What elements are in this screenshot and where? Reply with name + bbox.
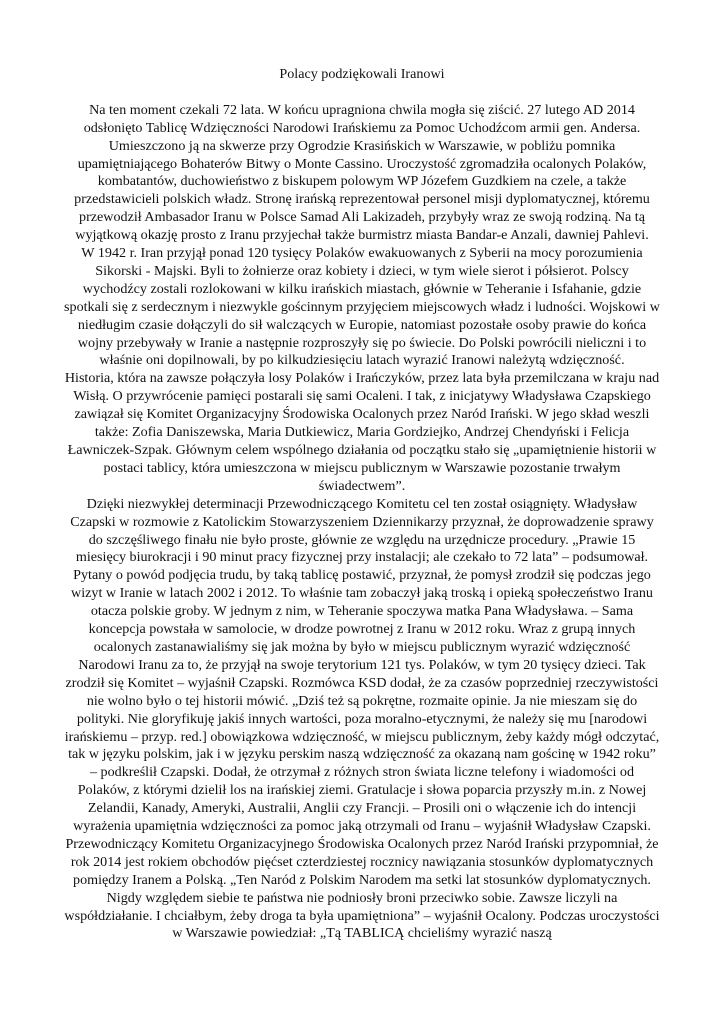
paragraph-committee: Historia, która na zawsze połączyła losy Polaków i Irańczyków, przez lata była przemilczana w kraju nad Wisłą. O przywrócenie pamięci postarali się sami Ocaleni. I tak, z inicjatywy Władysława Czapskiego zawiązał się Komitet Organizacyjny Środowiska Ocalonych przez Naród Irański. W jego skład weszli także: Zofia Daniszewska, Maria Dutkiewicz, Maria Gordziejko, Andrzej Chendyński i Felicja Ławniczek-Szpak. Głównym celem wspólnego działania od początku stało się „upamiętnienie historii w postaci tablicy, która umieszczona w miejscu publicznym w Warszawie pozostanie trwałym świadectwem”. bbox=[64, 370, 660, 494]
article-body bbox=[64, 66, 660, 943]
article-title: Polacy podziękowali Iranowi bbox=[279, 66, 445, 82]
paragraph-ceremony: Na ten moment czekali 72 lata. W końcu upragniona chwila mogła się ziścić. 27 lutego AD 2014 odsłonięto Tablicę Wdzięczności Narodowi Irańskiemu za Pomoc Uchodźcom armii gen. Andersa. Umieszczono ją na skwerze przy Ogrodzie Krasińskich w Warszawie, w pobliżu pomnika upamiętniającego Bohaterów Bitwy o Monte Cassino. Uroczystość zgromadziła ocalonych Polaków, kombatantów, duchowieństwo z biskupem polowym WP Józefem Guzdkiem na czele, a także przedstawicieli polskich władz. Stronę irańską reprezentował personel misji dyplomatycznej, któremu przewodził Ambasador Iranu w Polsce Samad Ali Lakizadeh, przybyły wraz ze swoją rodziną. Na tą wyjątkową okazję prosto z Iranu przyjechał także burmistrz miasta Bandar-e Anzali, dawniej Pahlevi. bbox=[74, 101, 650, 244]
paragraph-history-1942: W 1942 r. Iran przyjął ponad 120 tysięcy Polaków ewakuowanych z Syberii na mocy porozumienia Sikorski - Majski. Byli to żołnierze oraz kobiety i dzieci, w tym wiele sierot i półsierot. Polscy wychodźcy zostali rozlokowani w kilku irańskich miastach, głównie w Teheranie i Isfahanie, gdzie spotkali się z serdecznym i niezwykle gościnnym przyjęciem miejscowych władz i ludności. Wojskowi w niedługim czasie dołączyli do sił walczących w Europie, natomiast pozostałe osoby prawie do końca wojny przebywały w Iranie a następnie rozproszyły się po świecie. Do Polski powrócili nieliczni i to właśnie oni dopilnowali, by po kilkudziesięciu latach wyrazić Iranowi należytą wdzięczność. bbox=[64, 245, 660, 369]
paragraph-czapski-interview: Dzięki niezwykłej determinacji Przewodniczącego Komitetu cel ten został osiągnięty. Władysław Czapski w rozmowie z Katolickim Stowarzyszeniem Dziennikarzy przyznał, że doprowadzenie sprawy do szczęśliwego finału nie było proste, głównie ze względu na urzędnicze procedury. „Prawie 15 miesięcy biurokracji i 90 minut pracy fizycznej przy instalacji; ale czekało to 72 lata” – podsumował. Pytany o powód podjęcia trudu, by taką tablicę postawić, przyznał, że pomysł zrodził się podczas jego wizyt w Iranie w latach 2002 i 2012. To właśnie tam zobaczył jaką troską i opieką społeczeństwo Iranu otacza polskie groby. W jednym z nim, w Teheranie spoczywa matka Pana Władysława. – Sama koncepcja powstała w samolocie, w drodze powrotnej z Iranu w 2012 roku. Wraz z grupą innych ocalonych zastanawialiśmy się jak można by było w miejscu publicznym wyrazić wdzięczność Narodowi Iranu za to, że przyjął na swoje terytorium 121 tys. Polaków, w tym 20 tysięcy dzieci. Tak zrodził się Komitet – wyjaśnił Czapski. Rozmówca KSD dodał, że za czasów poprzedniej rzeczywistości nie wolno było o tej historii mówić. „Dziś też są pokrętne, rozmaite opinie. Ja nie mieszam się do polityki. Nie gloryfikuję jakiś innych wartości, poza moralno-etycznymi, że należy się mu [narodowi irańskiemu – przyp. red.] obowiązkowa wdzięczność, w miejscu publicznym, żeby każdy mógł odczytać, tak w języku polskim, jak i w języku perskim naszą wdzięczność za okazaną nam gościnę w 1942 roku” – podkreślił Czapski. Dodał, że otrzymał z różnych stron świata liczne telefony i wiadomości od Polaków, z którymi dzielił los na irańskiej ziemi. Gratulacje i słowa poparcia przyszły m.in. z Nowej Zelandii, Kanady, Ameryki, Australii, Anglii czy Francji. – Prosili oni o włączenie ich do intencji wyrażenia upamiętnia wdzięczności za pomoc jaką otrzymali od Iranu – wyjaśnił Władysław Czapski. bbox=[64, 495, 660, 835]
paragraph-diplomatic-relations: Przewodniczący Komitetu Organizacyjnego Środowiska Ocalonych przez Naród Irański przypomniał, że rok 2014 jest rokiem obchodów pięćset czterdziestej rocznicy nawiązania stosunków dyplomatycznych pomiędzy Iranem a Polską. „Ten Naród z Polskim Narodem ma setki lat stosunków dyplomatycznych. Nigdy względem siebie te państwa nie podniosły broni przeciwko sobie. Zawsze liczyli na współdziałanie. I chciałbym, żeby droga ta była upamiętniona” – wyjaśnił Ocalony. Podczas uroczystości w Warszawie powiedział: „Tą TABLICĄ chcieliśmy wyrazić naszą bbox=[64, 835, 660, 942]
